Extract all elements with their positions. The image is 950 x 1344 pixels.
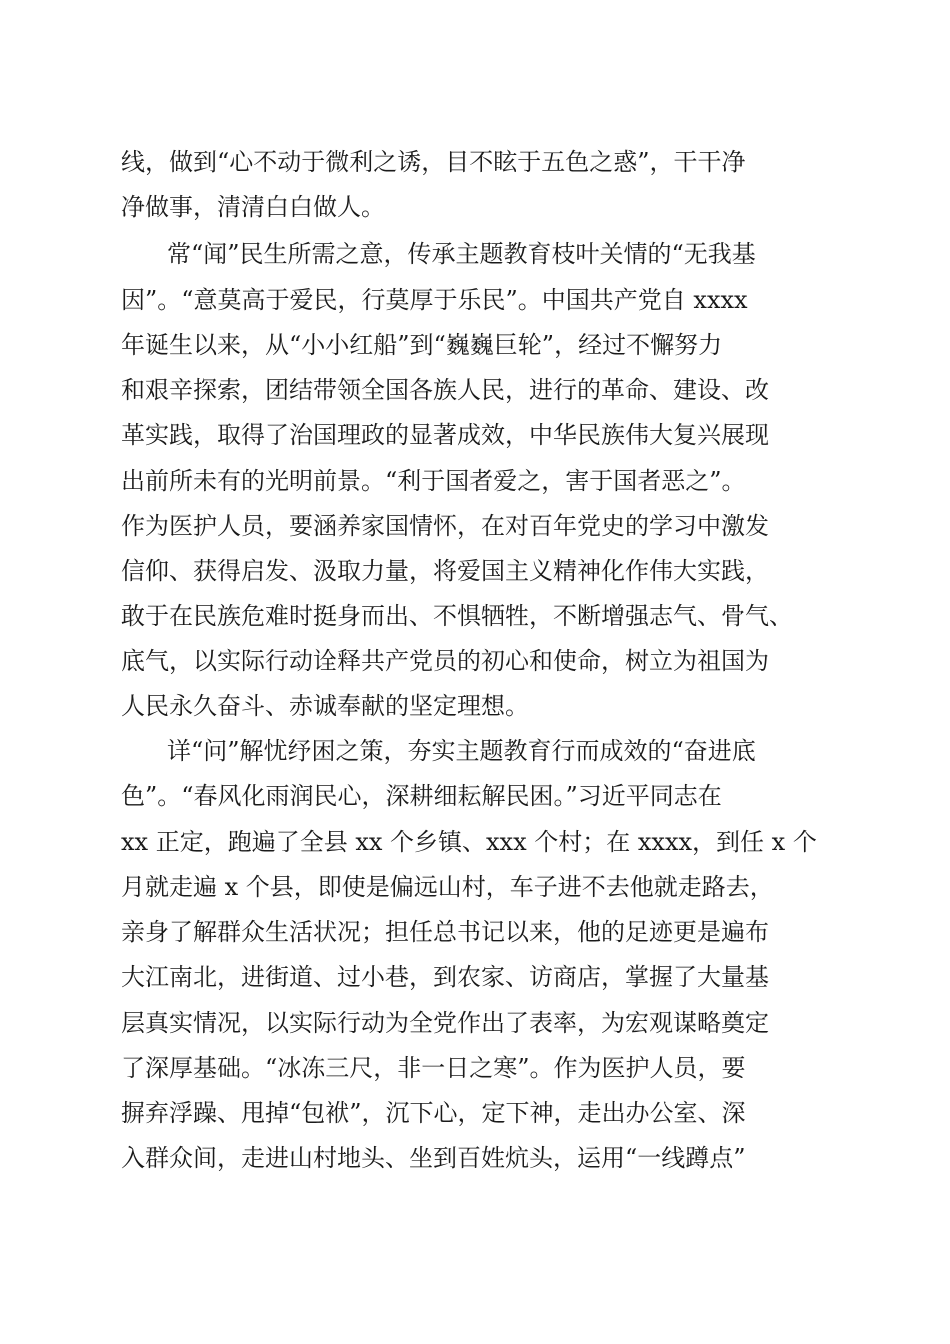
text-line: 亲身了解群众生活状况；担任总书记以来，他的足迹更是遍布 (121, 918, 769, 946)
text-line: 革实践，取得了治国理政的显著成效，中华民族伟大复兴展现 (121, 421, 769, 449)
text-line: 月就走遍 x 个县，即使是偏远山村，车子进不去他就走路去， (121, 873, 774, 901)
text-line: 因”。“意莫高于爱民，行莫厚于乐民”。中国共产党自 xxxx (121, 286, 748, 314)
text-line: 作为医护人员，要涵养家国情怀，在对百年党史的学习中激发 (121, 512, 769, 540)
text-line: 净做事，清清白白做人。 (121, 193, 385, 221)
text-line: 了深厚基础。“冰冻三尺，非一日之寒”。作为医护人员，要 (121, 1054, 746, 1082)
text-line: 和艰辛探索，团结带领全国各族人民，进行的革命、建设、改 (121, 376, 769, 404)
text-line: xx 正定，跑遍了全县 xx 个乡镇、xxx 个村；在 xxxx，到任 x 个 (121, 828, 817, 856)
text-line: 出前所未有的光明前景。“利于国者爱之，害于国者恶之”。 (121, 467, 746, 495)
text-line: 底气，以实际行动诠释共产党员的初心和使命，树立为祖国为 (121, 647, 769, 675)
text-line: 层真实情况，以实际行动为全党作出了表率，为宏观谋略奠定 (121, 1009, 769, 1037)
text-line: 敢于在民族危难时挺身而出、不惧牺牲，不断增强志气、骨气、 (121, 602, 793, 630)
text-line: 年诞生以来，从“小小红船”到“巍巍巨轮”，经过不懈努力 (121, 331, 723, 359)
text-line: 线，做到“心不动于微利之诱，目不眩于五色之惑”，干干净 (121, 148, 746, 176)
text-line: 入群众间，走进山村地头、坐到百姓炕头，运用“一线蹲点” (121, 1144, 746, 1172)
text-line: 信仰、获得启发、汲取力量，将爱国主义精神化作伟大实践， (121, 557, 769, 585)
text-line: 常“闻”民生所需之意，传承主题教育枝叶关情的“无我基 (167, 240, 756, 268)
text-line: 色”。“春风化雨润民心，深耕细耘解民困。”习近平同志在 (121, 782, 722, 810)
text-line: 摒弃浮躁、甩掉“包袱”，沉下心，定下神，走出办公室、深 (121, 1099, 746, 1127)
text-line: 大江南北，进街道、过小巷，到农家、访商店，掌握了大量基 (121, 963, 769, 991)
text-line: 人民永久奋斗、赤诚奉献的坚定理想。 (121, 692, 529, 720)
text-line: 详“问”解忧纾困之策，夯实主题教育行而成效的“奋进底 (167, 737, 756, 765)
